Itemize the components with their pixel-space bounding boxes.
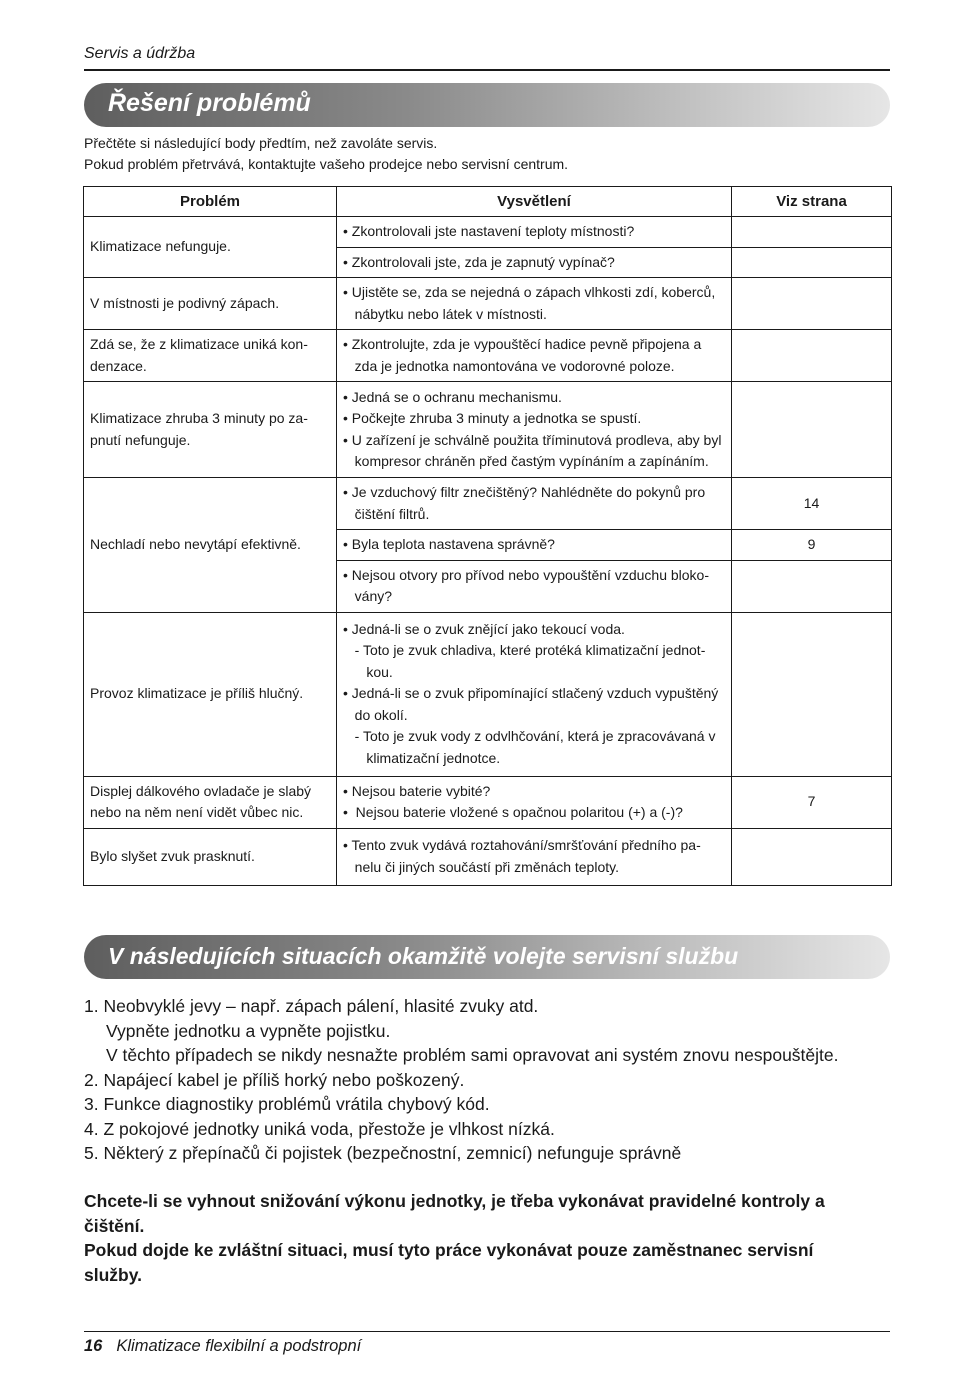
service-list [84, 994, 839, 1166]
troubleshooting-title: Řešení problémů [108, 89, 311, 117]
list-item-continuation: Vypněte jednotku a vypněte pojistku. [106, 1020, 391, 1041]
troubleshooting-banner [84, 83, 890, 127]
page-ref-cell: 14 [732, 478, 892, 530]
explanation-line: • Nejsou baterie vybité? [343, 782, 491, 799]
explanation-line: kou. [343, 663, 393, 680]
explanation-line: • Nejsou otvory pro přívod nebo vypouštění vzduchu bloko- [343, 566, 709, 583]
explanation-line: • Jedná-li se o zvuk znějící jako tekoucí voda. [343, 620, 625, 637]
page-ref-cell: 9 [732, 530, 892, 561]
page-ref-cell [732, 828, 892, 885]
table-row [84, 612, 892, 776]
explanation-cell [337, 478, 732, 530]
troubleshooting-table [83, 186, 892, 886]
table-row [84, 217, 892, 248]
explanation-line: • Je vzduchový filtr znečištěný? Nahlédněte do pokynů pro [343, 484, 706, 500]
page-ref-cell [732, 278, 892, 330]
header-page: Viz strana [732, 187, 892, 217]
explanation-line: - Toto je zvuk chladiva, které protéká klimatizační jednot- [343, 642, 706, 659]
explanation-line: • Ujistěte se, zda se nejedná o zápach vlhkosti zdí, koberců, [343, 284, 716, 300]
explanation-cell [337, 612, 732, 776]
service-banner [84, 935, 890, 979]
problem-cell: Klimatizace nefunguje. [84, 217, 337, 278]
header-problem: Problém [84, 187, 337, 217]
explanation-cell [337, 776, 732, 828]
explanation-line: • Nejsou baterie vložené s opačnou polaritou (+) a (-)? [343, 804, 683, 820]
explanation-line: vány? [343, 588, 393, 604]
top-rule [84, 69, 890, 71]
explanation-cell [337, 330, 732, 382]
explanation-line: nábytku nebo látek v místnosti. [343, 305, 547, 322]
problem-cell: Zdá se, že z klimatizace uniká kon- denzace. [84, 330, 337, 382]
intro-line-1: Přečtěte si následující body předtím, než zavoláte servis. [84, 135, 438, 151]
explanation-cell [337, 247, 732, 278]
table-header-row [84, 187, 892, 217]
explanation-line: • Zkontrolovali jste nastavení teploty místnosti? [343, 223, 635, 239]
warning-line-2: Pokud dojde ke zvláštní situaci, musí tyto práce vykonávat pouze zaměstnanec servisní služby. [84, 1240, 814, 1285]
explanation-line: • U zařízení je schválně použita tříminutová prodleva, aby byl [343, 431, 722, 448]
intro-line-2: Pokud problém přetrvává, kontaktujte vašeho prodejce nebo servisní centrum. [84, 156, 569, 172]
table-body [84, 217, 892, 886]
table-row [84, 330, 892, 382]
explanation-line: nelu či jiných součástí při změnách teploty. [343, 858, 619, 875]
section-label: Servis a údržba [84, 45, 196, 62]
list-item: 5. Některý z přepínačů či pojistek (bezpečnostní, zemnicí) nefunguje správně [84, 1143, 682, 1163]
warning-text [84, 1189, 874, 1287]
header-explanation: Vysvětlení [337, 187, 732, 217]
table-row [84, 828, 892, 885]
problem-cell: Displej dálkového ovladače je slabý nebo na něm není vidět vůbec nic. [84, 776, 337, 828]
list-item: 2. Napájecí kabel je příliš horký nebo poškozený. [84, 1069, 465, 1090]
explanation-cell [337, 828, 732, 885]
explanation-line: - Toto je zvuk vody z odvlhčování, která je zpracovávaná v [343, 728, 716, 745]
explanation-line: čištění filtrů. [343, 505, 430, 522]
explanation-cell [337, 217, 732, 248]
explanation-cell [337, 530, 732, 561]
list-item: 1. Neobvyklé jevy – např. zápach pálení, hlasité zvuky atd. [84, 996, 539, 1016]
explanation-line: • Počkejte zhruba 3 minuty a jednotka se spustí. [343, 410, 642, 426]
footer [84, 1337, 361, 1356]
warning-line-1: Chcete-li se vyhnout snižování výkonu jednotky, je třeba vykonávat pravidelné kontroly a čištění. [84, 1191, 825, 1236]
explanation-line: • Jedná-li se o zvuk připomínající stlačený vzduch vypuštěný [343, 685, 719, 702]
explanation-line: kompresor chráněn před častým vypínáním a zapínáním. [343, 453, 709, 469]
table-row [84, 478, 892, 530]
page-number: 16 [84, 1337, 103, 1355]
problem-cell: V místnosti je podivný zápach. [84, 278, 337, 330]
list-item-continuation: V těchto případech se nikdy nesnažte problém sami opravovat ani systém znovu nespouštějte. [106, 1045, 839, 1065]
page-ref-cell [732, 560, 892, 612]
explanation-line: do okolí. [343, 706, 408, 723]
page-ref-cell: 7 [732, 776, 892, 828]
page-ref-cell [732, 382, 892, 478]
problem-cell: Bylo slyšet zvuk prasknutí. [84, 828, 337, 885]
explanation-line: • Jedná se o ochranu mechanismu. [343, 388, 562, 405]
table-row [84, 278, 892, 330]
page-ref-cell [732, 217, 892, 248]
service-title: V následujících situacích okamžitě volejte servisní službu [108, 943, 739, 969]
explanation-line: • Zkontrolovali jste, zda je zapnutý vypínač? [343, 253, 615, 270]
explanation-line: zda je jednotka namontována ve vodorovné poloze. [343, 357, 675, 374]
footer-title: Klimatizace flexibilní a podstropní [116, 1337, 362, 1355]
table-row [84, 776, 892, 828]
list-item: 3. Funkce diagnostiky problémů vrátila chybový kód. [84, 1094, 490, 1114]
problem-cell: Provoz klimatizace je příliš hlučný. [84, 612, 337, 776]
page-ref-cell [732, 330, 892, 382]
explanation-line: klimatizační jednotce. [343, 749, 501, 766]
explanation-cell [337, 560, 732, 612]
table-row [84, 382, 892, 478]
explanation-cell [337, 382, 732, 478]
explanation-line: • Zkontrolujte, zda je vypouštěcí hadice pevně připojena a [343, 336, 702, 352]
page-ref-cell [732, 247, 892, 278]
page-ref-cell [732, 612, 892, 776]
problem-cell: Klimatizace zhruba 3 minuty po za- pnutí nefunguje. [84, 382, 337, 478]
intro-text [84, 133, 568, 175]
explanation-cell [337, 278, 732, 330]
explanation-line: • Tento zvuk vydává roztahování/smršťování předního pa- [343, 837, 701, 853]
problem-cell: Nechladí nebo nevytápí efektivně. [84, 478, 337, 613]
explanation-line: • Byla teplota nastavena správně? [343, 536, 555, 552]
bottom-rule [84, 1331, 890, 1332]
list-item: 4. Z pokojové jednotky uniká voda, přestože je vlhkost nízká. [84, 1118, 555, 1139]
